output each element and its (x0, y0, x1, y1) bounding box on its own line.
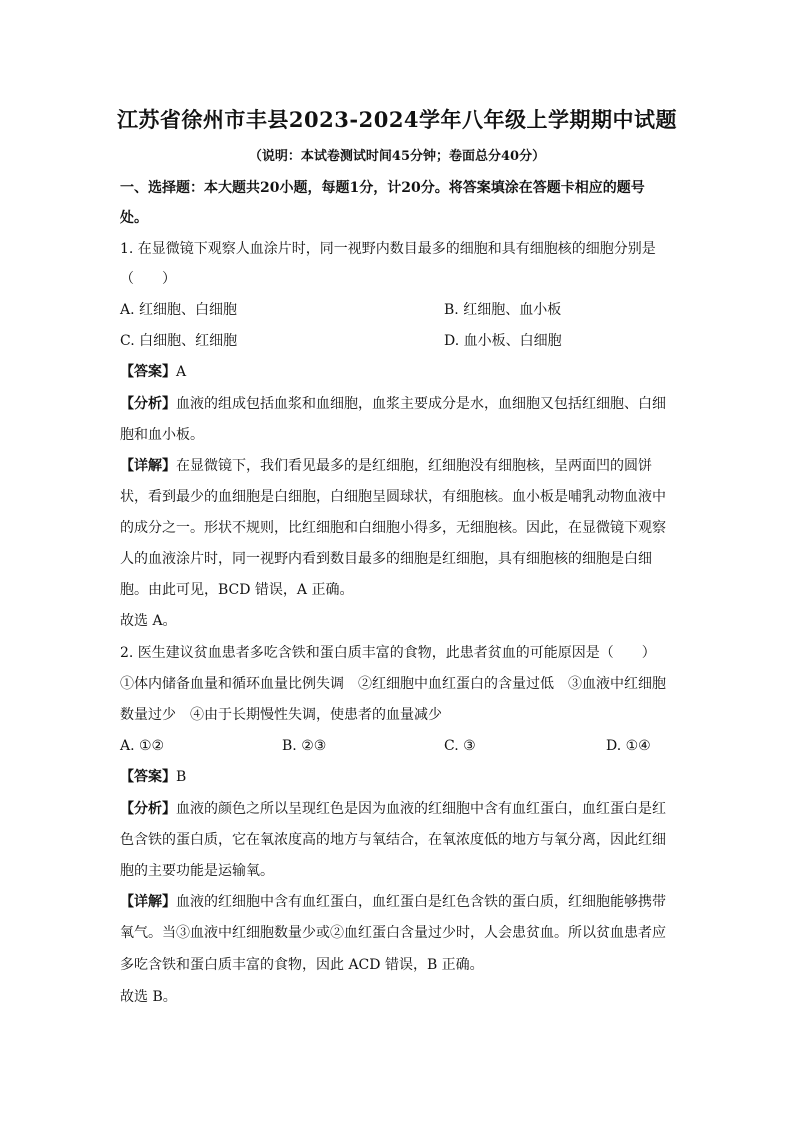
q1-analysis-line2: 胞和血小板。 (120, 427, 204, 443)
section-heading-line2: 处。 (120, 210, 148, 226)
detail-text: 血液的红细胞中含有血红蛋白，血红蛋白是红色含铁的蛋白质，红细胞能够携带 (176, 894, 666, 910)
q2-analysis-line2: 色含铁的蛋白质，它在氧浓度高的地方与氧结合，在氧浓度低的地方与氧分离，因此红细 (120, 832, 666, 848)
q2-option-c: C. ③ (444, 738, 476, 754)
analysis-text: 血液的组成包括血浆和血细胞，血浆主要成分是水，血细胞又包括红细胞、白细 (176, 396, 666, 412)
q1-answer (120, 362, 186, 382)
q2-detail-line1 (120, 892, 666, 912)
q2-option-a: A. ①② (120, 738, 165, 754)
answer-tag: 【答案】 (120, 769, 176, 785)
analysis-text: 血液的颜色之所以呈现红色是因为血液的红细胞中含有血红蛋白，血红蛋白是红 (176, 801, 666, 817)
q2-option-b: B. ②③ (282, 738, 327, 754)
q2-analysis-line3: 胞的主要功能是运输氧。 (120, 863, 274, 879)
page-title: 江苏省徐州市丰县2023-2024学年八年级上学期期中试题 (116, 107, 678, 132)
answer-value: B (176, 769, 187, 785)
q2-stem: 2. 医生建议贫血患者多吃含铁和蛋白质丰富的食物，此患者贫血的可能原因是（ ） (120, 645, 656, 661)
analysis-tag: 【分析】 (120, 801, 176, 817)
q1-option-a: A. 红细胞、白细胞 (120, 302, 238, 318)
q1-stem-line2: （ ） (120, 271, 176, 287)
q2-analysis-line1 (120, 799, 666, 819)
answer-value: A (176, 364, 187, 380)
exam-note: （说明：本试卷测试时间45分钟；卷面总分40分） (248, 149, 546, 164)
q2-option-d: D. ①④ (606, 738, 651, 754)
q1-conclusion: 故选 A。 (120, 613, 177, 629)
q2-conclusion: 故选 B。 (120, 989, 177, 1005)
q1-detail-line4: 人的血液涂片时，同一视野内看到数目最多的细胞是红细胞，具有细胞核的细胞是白细 (120, 551, 652, 567)
detail-tag: 【详解】 (120, 894, 176, 910)
q1-detail-line1 (120, 456, 652, 476)
answer-tag: 【答案】 (120, 364, 176, 380)
q1-detail-line5: 胞。由此可见，BCD 错误，A 正确。 (120, 582, 354, 598)
detail-tag: 【详解】 (120, 458, 176, 474)
q1-option-d: D. 血小板、白细胞 (444, 333, 562, 349)
q2-items-line2: 数量过少 ④由于长期慢性失调，使患者的血量减少 (120, 707, 442, 723)
detail-text: 在显微镜下，我们看见最多的是红细胞，红细胞没有细胞核，呈两面凹的圆饼 (176, 458, 652, 474)
analysis-tag: 【分析】 (120, 396, 176, 412)
q2-items-line1: ①体内储备血量和循环血量比例失调 ②红细胞中血红蛋白的含量过低 ③血液中红细胞 (120, 676, 666, 692)
q2-detail-line3: 多吃含铁和蛋白质丰富的食物，因此 ACD 错误，B 正确。 (120, 957, 484, 973)
q1-detail-line2: 状，看到最少的血细胞是白细胞，白细胞呈圆球状，有细胞核。血小板是哺乳动物血液中 (120, 489, 666, 505)
q1-analysis-line1 (120, 394, 666, 414)
q1-option-b: B. 红细胞、血小板 (444, 302, 562, 318)
q2-answer (120, 767, 186, 787)
q1-stem-line1: 1. 在显微镜下观察人血涂片时，同一视野内数目最多的细胞和具有细胞核的细胞分别是 (120, 241, 656, 257)
q1-detail-line3: 的成分之一。形状不规则，比红细胞和白细胞小得多，无细胞核。因此，在显微镜下观察 (120, 520, 666, 536)
q1-option-c: C. 白细胞、红细胞 (120, 333, 238, 349)
section-heading-line1: 一、选择题：本大题共20小题，每题1分，计20分。将答案填涂在答题卡相应的题号 (120, 180, 645, 196)
q2-detail-line2: 氧气。当③血液中红细胞数量少或②血红蛋白含量过少时，人会患贫血。所以贫血患者应 (120, 925, 666, 941)
